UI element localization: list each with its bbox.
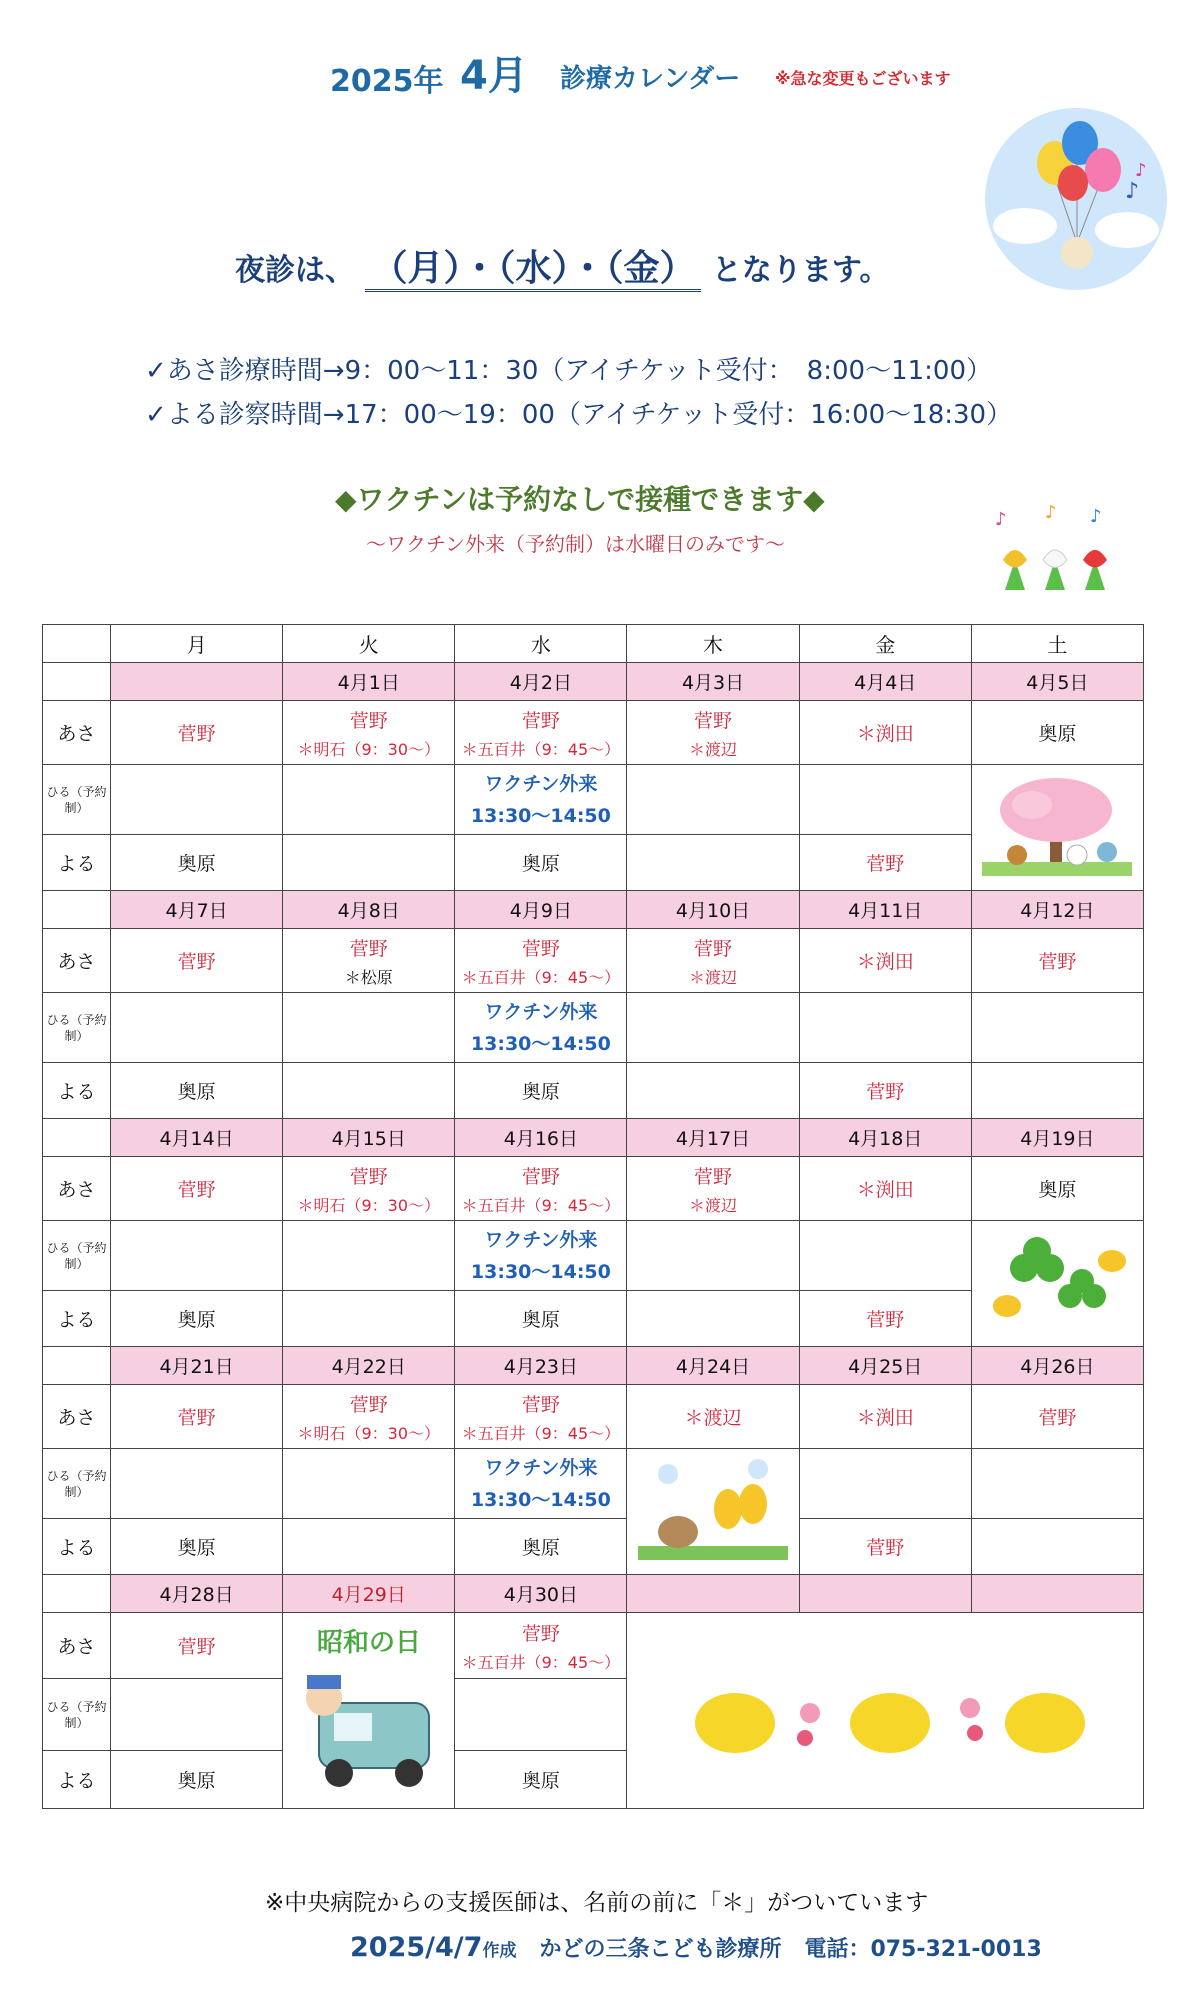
date-cell: 4月17日 <box>627 1119 799 1157</box>
morning-hours: ✓あさ診療時間→9：00〜11：30（アイチケット受付： 8:00〜11:00） <box>145 356 992 386</box>
morning-cell <box>799 1385 971 1449</box>
evening-cell: 奥原 <box>455 1291 627 1347</box>
doctor-name: 菅野 <box>177 1407 216 1429</box>
support-doctor: ＊明石（9：30〜） <box>297 739 440 759</box>
evening-cell <box>971 1063 1143 1119</box>
noon-row <box>43 1221 1144 1291</box>
vaccine-clinic-title: ワクチン外来 <box>484 1456 598 1479</box>
date-cell: 4月23日 <box>455 1347 627 1385</box>
evening-cell <box>627 1291 799 1347</box>
evening-cell: 菅野 <box>799 1291 971 1347</box>
row-label-asa: あさ <box>43 1613 111 1679</box>
footer-note: ※中央病院からの支援医師は、名前の前に「＊」がついています <box>265 1890 929 1916</box>
morning-row <box>43 1385 1144 1449</box>
doctor-name: 菅野 <box>177 1179 216 1201</box>
morning-cell <box>455 1157 627 1221</box>
vaccine-clinic-time: 13:30〜14:50 <box>470 804 611 827</box>
date-cell: 4月11日 <box>799 891 971 929</box>
date-cell: 4月21日 <box>111 1347 283 1385</box>
doctor-name: 菅野 <box>1038 1407 1077 1429</box>
doctor-name: 奥原 <box>1038 723 1077 745</box>
title-row <box>0 40 1189 100</box>
morning-cell <box>627 1157 799 1221</box>
row-label-hiru: ひる（予約制） <box>43 765 111 835</box>
doctor-name: 菅野 <box>521 709 560 732</box>
morning-cell <box>111 1157 283 1221</box>
evening-cell: 菅野 <box>799 835 971 891</box>
doctor-name: ＊渕田 <box>856 1407 914 1429</box>
date-cell: 4月18日 <box>799 1119 971 1157</box>
support-doctor: ＊明石（9：30〜） <box>297 1423 440 1443</box>
tulip-illustration <box>985 500 1135 600</box>
row-label-yoru: よる <box>43 835 111 891</box>
row-label-hiru: ひる（予約制） <box>43 1449 111 1519</box>
row-label-asa: あさ <box>43 701 111 765</box>
chick-sprout-illustration <box>627 1449 799 1575</box>
title-year: 2025年 <box>330 64 444 99</box>
weekday-tue: 火 <box>283 625 455 663</box>
morning-cell <box>971 1157 1143 1221</box>
morning-row <box>43 1613 1144 1679</box>
morning-row <box>43 1157 1144 1221</box>
evening-cell: 奥原 <box>111 1291 283 1347</box>
weekday-thu: 木 <box>627 625 799 663</box>
date-cell <box>111 663 283 701</box>
morning-row <box>43 929 1144 993</box>
date-cell: 4月14日 <box>111 1119 283 1157</box>
chick-flowers-illustration <box>627 1613 1144 1809</box>
evening-cell: 奥原 <box>455 835 627 891</box>
support-doctor: ＊渡辺 <box>689 967 738 987</box>
date-cell <box>799 1575 971 1613</box>
vaccine-clinic-cell <box>455 1449 627 1519</box>
date-cell: 4月1日 <box>283 663 455 701</box>
support-doctor: ＊渡辺 <box>689 739 738 759</box>
date-cell: 4月28日 <box>111 1575 283 1613</box>
evening-cell: 奥原 <box>111 1063 283 1119</box>
morning-cell <box>971 1385 1143 1449</box>
row-label-asa: あさ <box>43 929 111 993</box>
morning-row <box>43 701 1144 765</box>
weekday-fri: 金 <box>799 625 971 663</box>
evening-cell: 奥原 <box>455 1751 627 1809</box>
date-cell <box>627 1575 799 1613</box>
date-cell: 4月26日 <box>971 1347 1143 1385</box>
evening-cell: 奥原 <box>455 1519 627 1575</box>
row-label-yoru: よる <box>43 1291 111 1347</box>
noon-row <box>43 765 1144 835</box>
date-cell: 4月2日 <box>455 663 627 701</box>
support-doctor: ＊五百井（9：45〜） <box>461 967 621 987</box>
night-suffix: となります。 <box>711 253 890 288</box>
weekday-mon: 月 <box>111 625 283 663</box>
date-cell: 4月15日 <box>283 1119 455 1157</box>
date-row <box>43 1119 1144 1157</box>
morning-cell <box>111 701 283 765</box>
morning-cell <box>627 929 799 993</box>
date-cell: 4月30日 <box>455 1575 627 1613</box>
footer-date: 2025/4/7 <box>350 1932 483 1963</box>
title-label: 診療カレンダー <box>560 64 741 94</box>
weekday-header <box>43 625 1144 663</box>
evening-cell: 奥原 <box>111 1751 283 1809</box>
morning-cell <box>627 701 799 765</box>
row-label-asa: あさ <box>43 1385 111 1449</box>
cherry-blossom-illustration <box>971 765 1143 891</box>
doctor-name: 奥原 <box>1038 1179 1077 1201</box>
corner-cell <box>43 625 111 663</box>
weekday-wed: 水 <box>455 625 627 663</box>
date-cell: 4月8日 <box>283 891 455 929</box>
morning-cell <box>283 1385 455 1449</box>
vaccine-clinic-cell <box>455 993 627 1063</box>
date-cell-holiday: 4月29日 <box>283 1575 455 1613</box>
morning-cell <box>627 1385 799 1449</box>
vaccine-headline: ◆ワクチンは予約なしで接種できます◆ <box>335 483 825 516</box>
morning-cell <box>283 929 455 993</box>
evening-hours: ✓よる診察時間→17：00〜19：00（アイチケット受付：16:00〜18:30） <box>145 400 1013 430</box>
vaccine-clinic-title: ワクチン外来 <box>484 772 598 795</box>
doctor-name: 菅野 <box>349 709 388 732</box>
vaccine-clinic-time: 13:30〜14:50 <box>470 1488 611 1511</box>
row-label-yoru: よる <box>43 1519 111 1575</box>
row-label-asa: あさ <box>43 1157 111 1221</box>
doctor-name: 菅野 <box>177 723 216 745</box>
showa-day-illustration <box>283 1613 455 1809</box>
morning-cell <box>455 701 627 765</box>
date-cell: 4月12日 <box>971 891 1143 929</box>
vaccine-clinic-title: ワクチン外来 <box>484 1228 598 1251</box>
evening-cell: 奥原 <box>111 1519 283 1575</box>
evening-cell <box>283 1519 455 1575</box>
night-clinic-notice <box>235 240 890 291</box>
vaccine-sub: 〜ワクチン外来（予約制）は水曜日のみです〜 <box>366 532 785 556</box>
morning-cell <box>971 701 1143 765</box>
showa-day-text: 昭和の日 <box>316 1628 421 1658</box>
evening-cell <box>283 1291 455 1347</box>
support-doctor: ＊松原 <box>344 967 393 987</box>
doctor-name: 菅野 <box>349 1393 388 1416</box>
morning-cell <box>283 1157 455 1221</box>
support-doctor: ＊渡辺 <box>689 1195 738 1215</box>
vaccine-clinic-cell <box>455 765 627 835</box>
evening-cell <box>627 835 799 891</box>
date-cell: 4月5日 <box>971 663 1143 701</box>
evening-cell: 奥原 <box>111 835 283 891</box>
evening-cell: 奥原 <box>455 1063 627 1119</box>
date-cell <box>971 1575 1143 1613</box>
svg-text:♪: ♪ <box>1090 506 1102 527</box>
doctor-name: ＊渕田 <box>856 1179 914 1201</box>
doctor-name: 菅野 <box>521 1622 560 1645</box>
clover-bee-illustration <box>971 1221 1143 1347</box>
support-doctor: ＊五百井（9：45〜） <box>461 1652 621 1672</box>
morning-cell <box>971 929 1143 993</box>
row-label-yoru: よる <box>43 1063 111 1119</box>
date-row <box>43 1575 1144 1613</box>
evening-row <box>43 1063 1144 1119</box>
morning-cell <box>111 1613 283 1679</box>
footer-made: 作成 <box>482 1941 517 1961</box>
doctor-name: 菅野 <box>694 709 733 732</box>
vaccine-clinic-cell <box>455 1221 627 1291</box>
vaccine-clinic-title: ワクチン外来 <box>484 1000 598 1023</box>
noon-row <box>43 993 1144 1063</box>
evening-row <box>43 1519 1144 1575</box>
date-cell: 4月22日 <box>283 1347 455 1385</box>
doctor-name: ＊渡辺 <box>684 1407 742 1429</box>
support-doctor: ＊明石（9：30〜） <box>297 1195 440 1215</box>
support-doctor: ＊五百井（9：45〜） <box>461 739 621 759</box>
svg-text:♪: ♪ <box>1125 179 1140 204</box>
morning-cell <box>799 701 971 765</box>
morning-cell <box>455 1613 627 1679</box>
date-cell: 4月16日 <box>455 1119 627 1157</box>
doctor-name: 菅野 <box>694 937 733 960</box>
doctor-name: 菅野 <box>521 937 560 960</box>
doctor-name: ＊渕田 <box>856 723 914 745</box>
morning-cell <box>455 929 627 993</box>
doctor-name: 菅野 <box>349 1165 388 1188</box>
title-notice: ※急な変更もございます <box>775 69 951 88</box>
date-cell: 4月19日 <box>971 1119 1143 1157</box>
date-cell: 4月10日 <box>627 891 799 929</box>
svg-text:♪: ♪ <box>1045 502 1057 523</box>
morning-cell <box>111 1385 283 1449</box>
evening-cell <box>971 1519 1143 1575</box>
footer-phone: 電話：075-321-0013 <box>804 1937 1042 1962</box>
row-label-hiru: ひる（予約制） <box>43 1221 111 1291</box>
doctor-name: 菅野 <box>1038 951 1077 973</box>
doctor-name: 菅野 <box>177 1636 216 1658</box>
evening-cell <box>283 1063 455 1119</box>
clinic-calendar <box>42 624 1144 1809</box>
date-row <box>43 663 1144 701</box>
vaccine-clinic-time: 13:30〜14:50 <box>470 1032 611 1055</box>
doctor-name: 菅野 <box>694 1165 733 1188</box>
doctor-name: 菅野 <box>177 951 216 973</box>
noon-row <box>43 1449 1144 1519</box>
morning-cell <box>799 1157 971 1221</box>
evening-cell <box>283 835 455 891</box>
date-cell: 4月9日 <box>455 891 627 929</box>
footer-clinic: かどの三条こども診療所 <box>539 1937 782 1962</box>
row-label-hiru: ひる（予約制） <box>43 1679 111 1751</box>
doctor-name: 菅野 <box>349 937 388 960</box>
row-label-yoru: よる <box>43 1751 111 1809</box>
doctor-name: 菅野 <box>521 1393 560 1416</box>
doctor-name: ＊渕田 <box>856 951 914 973</box>
morning-cell <box>111 929 283 993</box>
vaccine-clinic-time: 13:30〜14:50 <box>470 1260 611 1283</box>
evening-cell: 菅野 <box>799 1519 971 1575</box>
morning-cell <box>455 1385 627 1449</box>
row-label-hiru: ひる（予約制） <box>43 993 111 1063</box>
morning-cell <box>799 929 971 993</box>
date-cell: 4月24日 <box>627 1347 799 1385</box>
title-month: 4月 <box>460 53 528 99</box>
date-cell: 4月7日 <box>111 891 283 929</box>
support-doctor: ＊五百井（9：45〜） <box>461 1423 621 1443</box>
footer-info <box>350 1932 1042 1963</box>
date-row <box>43 891 1144 929</box>
support-doctor: ＊五百井（9：45〜） <box>461 1195 621 1215</box>
date-cell: 4月3日 <box>627 663 799 701</box>
evening-cell <box>627 1063 799 1119</box>
date-cell: 4月25日 <box>799 1347 971 1385</box>
doctor-name: 菅野 <box>521 1165 560 1188</box>
balloon-illustration <box>985 108 1167 290</box>
evening-cell: 菅野 <box>799 1063 971 1119</box>
svg-text:♪: ♪ <box>995 509 1007 530</box>
morning-cell <box>283 701 455 765</box>
night-days: （月）・（水）・（金） <box>365 248 701 292</box>
weekday-sat: 土 <box>971 625 1143 663</box>
date-cell: 4月4日 <box>799 663 971 701</box>
date-row <box>43 1347 1144 1385</box>
svg-text:♪: ♪ <box>1135 160 1147 181</box>
night-prefix: 夜診は、 <box>235 253 355 288</box>
